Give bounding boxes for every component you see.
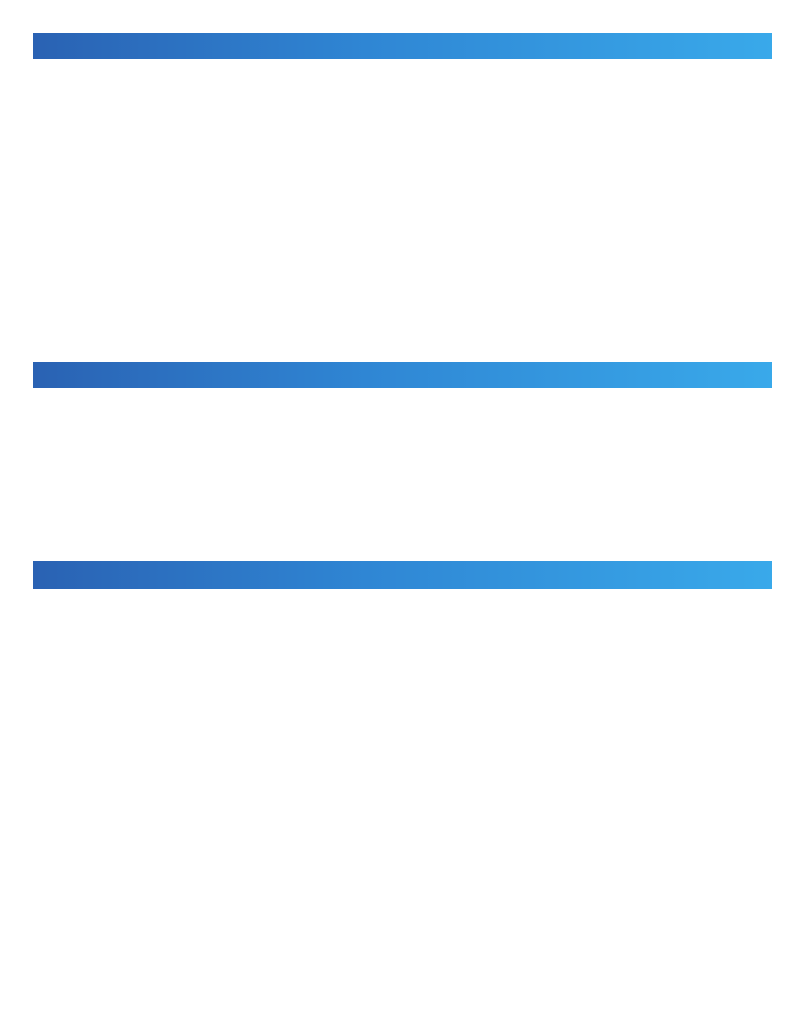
- spec-table-header: [33, 595, 772, 617]
- technical-spec-header: [33, 561, 772, 589]
- optional-equipment-header: [33, 362, 772, 388]
- unit-column-header: [293, 598, 533, 614]
- standard-equipment-header: [33, 33, 772, 59]
